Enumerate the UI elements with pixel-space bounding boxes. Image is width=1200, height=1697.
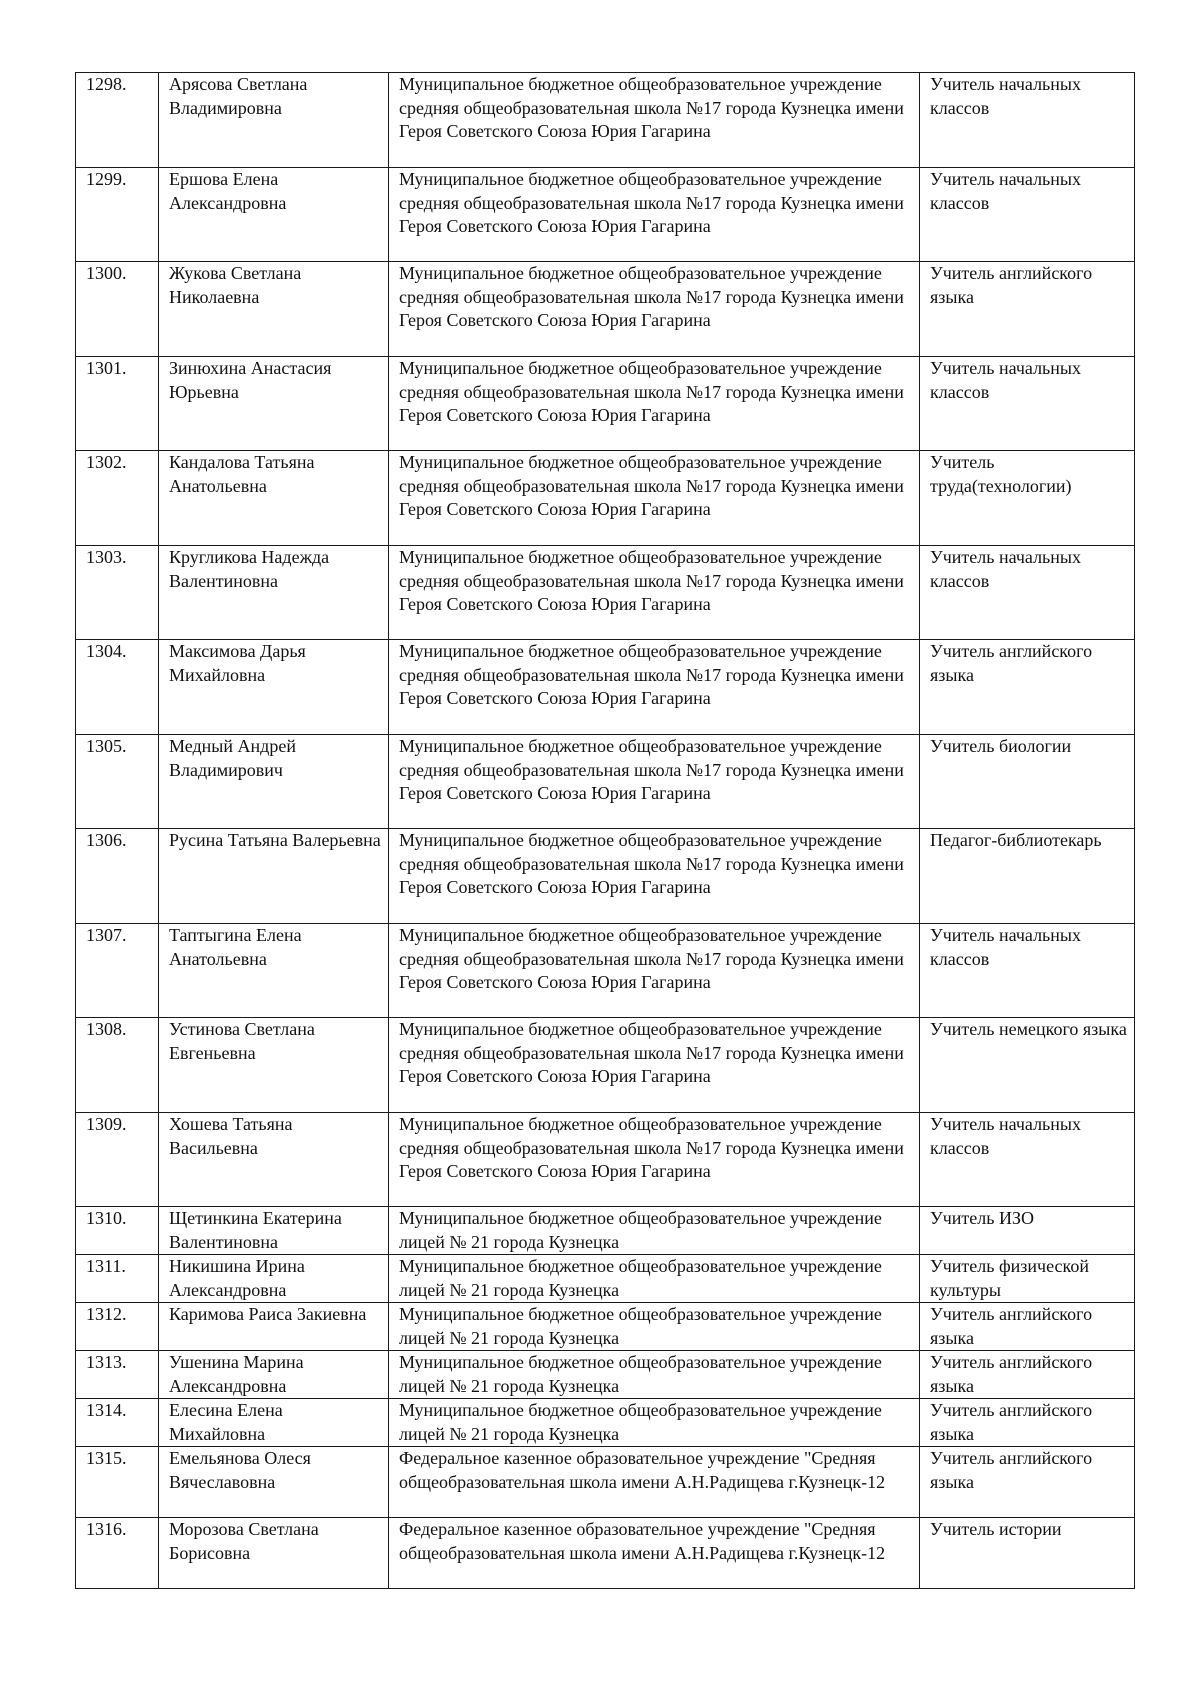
table-row — [76, 735, 1135, 829]
table-row — [76, 262, 1135, 357]
teacher-name: Максимова Дарья Михайловна — [159, 640, 389, 735]
row-number: 1311. — [76, 1255, 159, 1303]
table-row — [76, 1518, 1135, 1589]
table-row — [76, 73, 1135, 168]
organization: Муниципальное бюджетное общеобразовательное учреждение средняя общеобразовательная школа №17 города Кузнецка имени Героя Советского Союза Юрия Гагарина — [389, 640, 920, 735]
row-number: 1316. — [76, 1518, 159, 1589]
organization: Муниципальное бюджетное общеобразовательное учреждение средняя общеобразовательная школа №17 города Кузнецка имени Героя Советского Союза Юрия Гагарина — [389, 924, 920, 1018]
position: Учитель труда(технологии) — [920, 451, 1135, 546]
row-number: 1302. — [76, 451, 159, 546]
organization: Муниципальное бюджетное общеобразовательное учреждение средняя общеобразовательная школа №17 города Кузнецка имени Героя Советского Союза Юрия Гагарина — [389, 829, 920, 924]
organization: Муниципальное бюджетное общеобразовательное учреждение средняя общеобразовательная школа №17 города Кузнецка имени Героя Советского Союза Юрия Гагарина — [389, 546, 920, 640]
row-number: 1315. — [76, 1447, 159, 1518]
organization: Муниципальное бюджетное общеобразовательное учреждение средняя общеобразовательная школа №17 города Кузнецка имени Героя Советского Союза Юрия Гагарина — [389, 1113, 920, 1207]
position: Учитель физической культуры — [920, 1255, 1135, 1303]
position: Учитель истории — [920, 1518, 1135, 1589]
table-row — [76, 451, 1135, 546]
table-row — [76, 1018, 1135, 1113]
teacher-name: Ушенина Марина Александровна — [159, 1351, 389, 1399]
row-number: 1301. — [76, 357, 159, 451]
teacher-name: Русина Татьяна Валерьевна — [159, 829, 389, 924]
teacher-name: Емельянова Олеся Вячеславовна — [159, 1447, 389, 1518]
row-number: 1308. — [76, 1018, 159, 1113]
table-row — [76, 1303, 1135, 1351]
organization: Федеральное казенное образовательное учреждение "Средняя общеобразовательная школа имени А.Н.Радищева г.Кузнецк-12 — [389, 1447, 920, 1518]
table-row — [76, 1447, 1135, 1518]
row-number: 1306. — [76, 829, 159, 924]
row-number: 1299. — [76, 168, 159, 262]
organization: Муниципальное бюджетное общеобразовательное учреждение средняя общеобразовательная школа №17 города Кузнецка имени Героя Советского Союза Юрия Гагарина — [389, 1018, 920, 1113]
teacher-name: Щетинкина Екатерина Валентиновна — [159, 1207, 389, 1255]
organization: Муниципальное бюджетное общеобразовательное учреждение средняя общеобразовательная школа №17 города Кузнецка имени Героя Советского Союза Юрия Гагарина — [389, 357, 920, 451]
organization: Муниципальное бюджетное общеобразовательное учреждение средняя общеобразовательная школа №17 города Кузнецка имени Героя Советского Союза Юрия Гагарина — [389, 735, 920, 829]
position: Педагог-библиотекарь — [920, 829, 1135, 924]
row-number: 1303. — [76, 546, 159, 640]
position: Учитель английского языка — [920, 1447, 1135, 1518]
teacher-name: Ершова Елена Александровна — [159, 168, 389, 262]
row-number: 1314. — [76, 1399, 159, 1447]
table-row — [76, 924, 1135, 1018]
teacher-name: Кандалова Татьяна Анатольевна — [159, 451, 389, 546]
position: Учитель английского языка — [920, 1351, 1135, 1399]
teacher-name: Зинюхина Анастасия Юрьевна — [159, 357, 389, 451]
row-number: 1307. — [76, 924, 159, 1018]
row-number: 1310. — [76, 1207, 159, 1255]
position: Учитель начальных классов — [920, 168, 1135, 262]
table-row — [76, 1399, 1135, 1447]
teacher-name: Медный Андрей Владимирович — [159, 735, 389, 829]
position: Учитель начальных классов — [920, 357, 1135, 451]
teacher-name: Таптыгина Елена Анатольевна — [159, 924, 389, 1018]
row-number: 1298. — [76, 73, 159, 168]
row-number: 1304. — [76, 640, 159, 735]
teacher-name: Никишина Ирина Александровна — [159, 1255, 389, 1303]
position: Учитель биологии — [920, 735, 1135, 829]
teacher-name: Хошева Татьяна Васильевна — [159, 1113, 389, 1207]
staff-table — [75, 72, 1135, 1589]
organization: Муниципальное бюджетное общеобразовательное учреждение средняя общеобразовательная школа №17 города Кузнецка имени Героя Советского Союза Юрия Гагарина — [389, 262, 920, 357]
position: Учитель английского языка — [920, 640, 1135, 735]
organization: Муниципальное бюджетное общеобразовательное учреждение лицей № 21 города Кузнецка — [389, 1351, 920, 1399]
organization: Муниципальное бюджетное общеобразовательное учреждение средняя общеобразовательная школа №17 города Кузнецка имени Героя Советского Союза Юрия Гагарина — [389, 168, 920, 262]
position: Учитель английского языка — [920, 1303, 1135, 1351]
table-row — [76, 1351, 1135, 1399]
table-row — [76, 357, 1135, 451]
table-row — [76, 546, 1135, 640]
table-row — [76, 829, 1135, 924]
teacher-name: Кругликова Надежда Валентиновна — [159, 546, 389, 640]
position: Учитель ИЗО — [920, 1207, 1135, 1255]
table-row — [76, 168, 1135, 262]
table-row — [76, 640, 1135, 735]
organization: Муниципальное бюджетное общеобразовательное учреждение лицей № 21 города Кузнецка — [389, 1207, 920, 1255]
position: Учитель начальных классов — [920, 73, 1135, 168]
teacher-name: Каримова Раиса Закиевна — [159, 1303, 389, 1351]
position: Учитель начальных классов — [920, 1113, 1135, 1207]
table-row — [76, 1207, 1135, 1255]
organization: Муниципальное бюджетное общеобразовательное учреждение лицей № 21 города Кузнецка — [389, 1303, 920, 1351]
organization: Муниципальное бюджетное общеобразовательное учреждение лицей № 21 города Кузнецка — [389, 1399, 920, 1447]
position: Учитель начальных классов — [920, 924, 1135, 1018]
row-number: 1305. — [76, 735, 159, 829]
teacher-name: Жукова Светлана Николаевна — [159, 262, 389, 357]
teacher-name: Арясова Светлана Владимировна — [159, 73, 389, 168]
position: Учитель начальных классов — [920, 546, 1135, 640]
table-row — [76, 1255, 1135, 1303]
teacher-name: Устинова Светлана Евгеньевна — [159, 1018, 389, 1113]
table-row — [76, 1113, 1135, 1207]
organization: Муниципальное бюджетное общеобразовательное учреждение средняя общеобразовательная школа №17 города Кузнецка имени Героя Советского Союза Юрия Гагарина — [389, 73, 920, 168]
row-number: 1309. — [76, 1113, 159, 1207]
organization: Федеральное казенное образовательное учреждение "Средняя общеобразовательная школа имени А.Н.Радищева г.Кузнецк-12 — [389, 1518, 920, 1589]
position: Учитель английского языка — [920, 262, 1135, 357]
row-number: 1313. — [76, 1351, 159, 1399]
teacher-name: Морозова Светлана Борисовна — [159, 1518, 389, 1589]
row-number: 1300. — [76, 262, 159, 357]
position: Учитель немецкого языка — [920, 1018, 1135, 1113]
organization: Муниципальное бюджетное общеобразовательное учреждение средняя общеобразовательная школа №17 города Кузнецка имени Героя Советского Союза Юрия Гагарина — [389, 451, 920, 546]
row-number: 1312. — [76, 1303, 159, 1351]
position: Учитель английского языка — [920, 1399, 1135, 1447]
teacher-name: Елесина Елена Михайловна — [159, 1399, 389, 1447]
organization: Муниципальное бюджетное общеобразовательное учреждение лицей № 21 города Кузнецка — [389, 1255, 920, 1303]
